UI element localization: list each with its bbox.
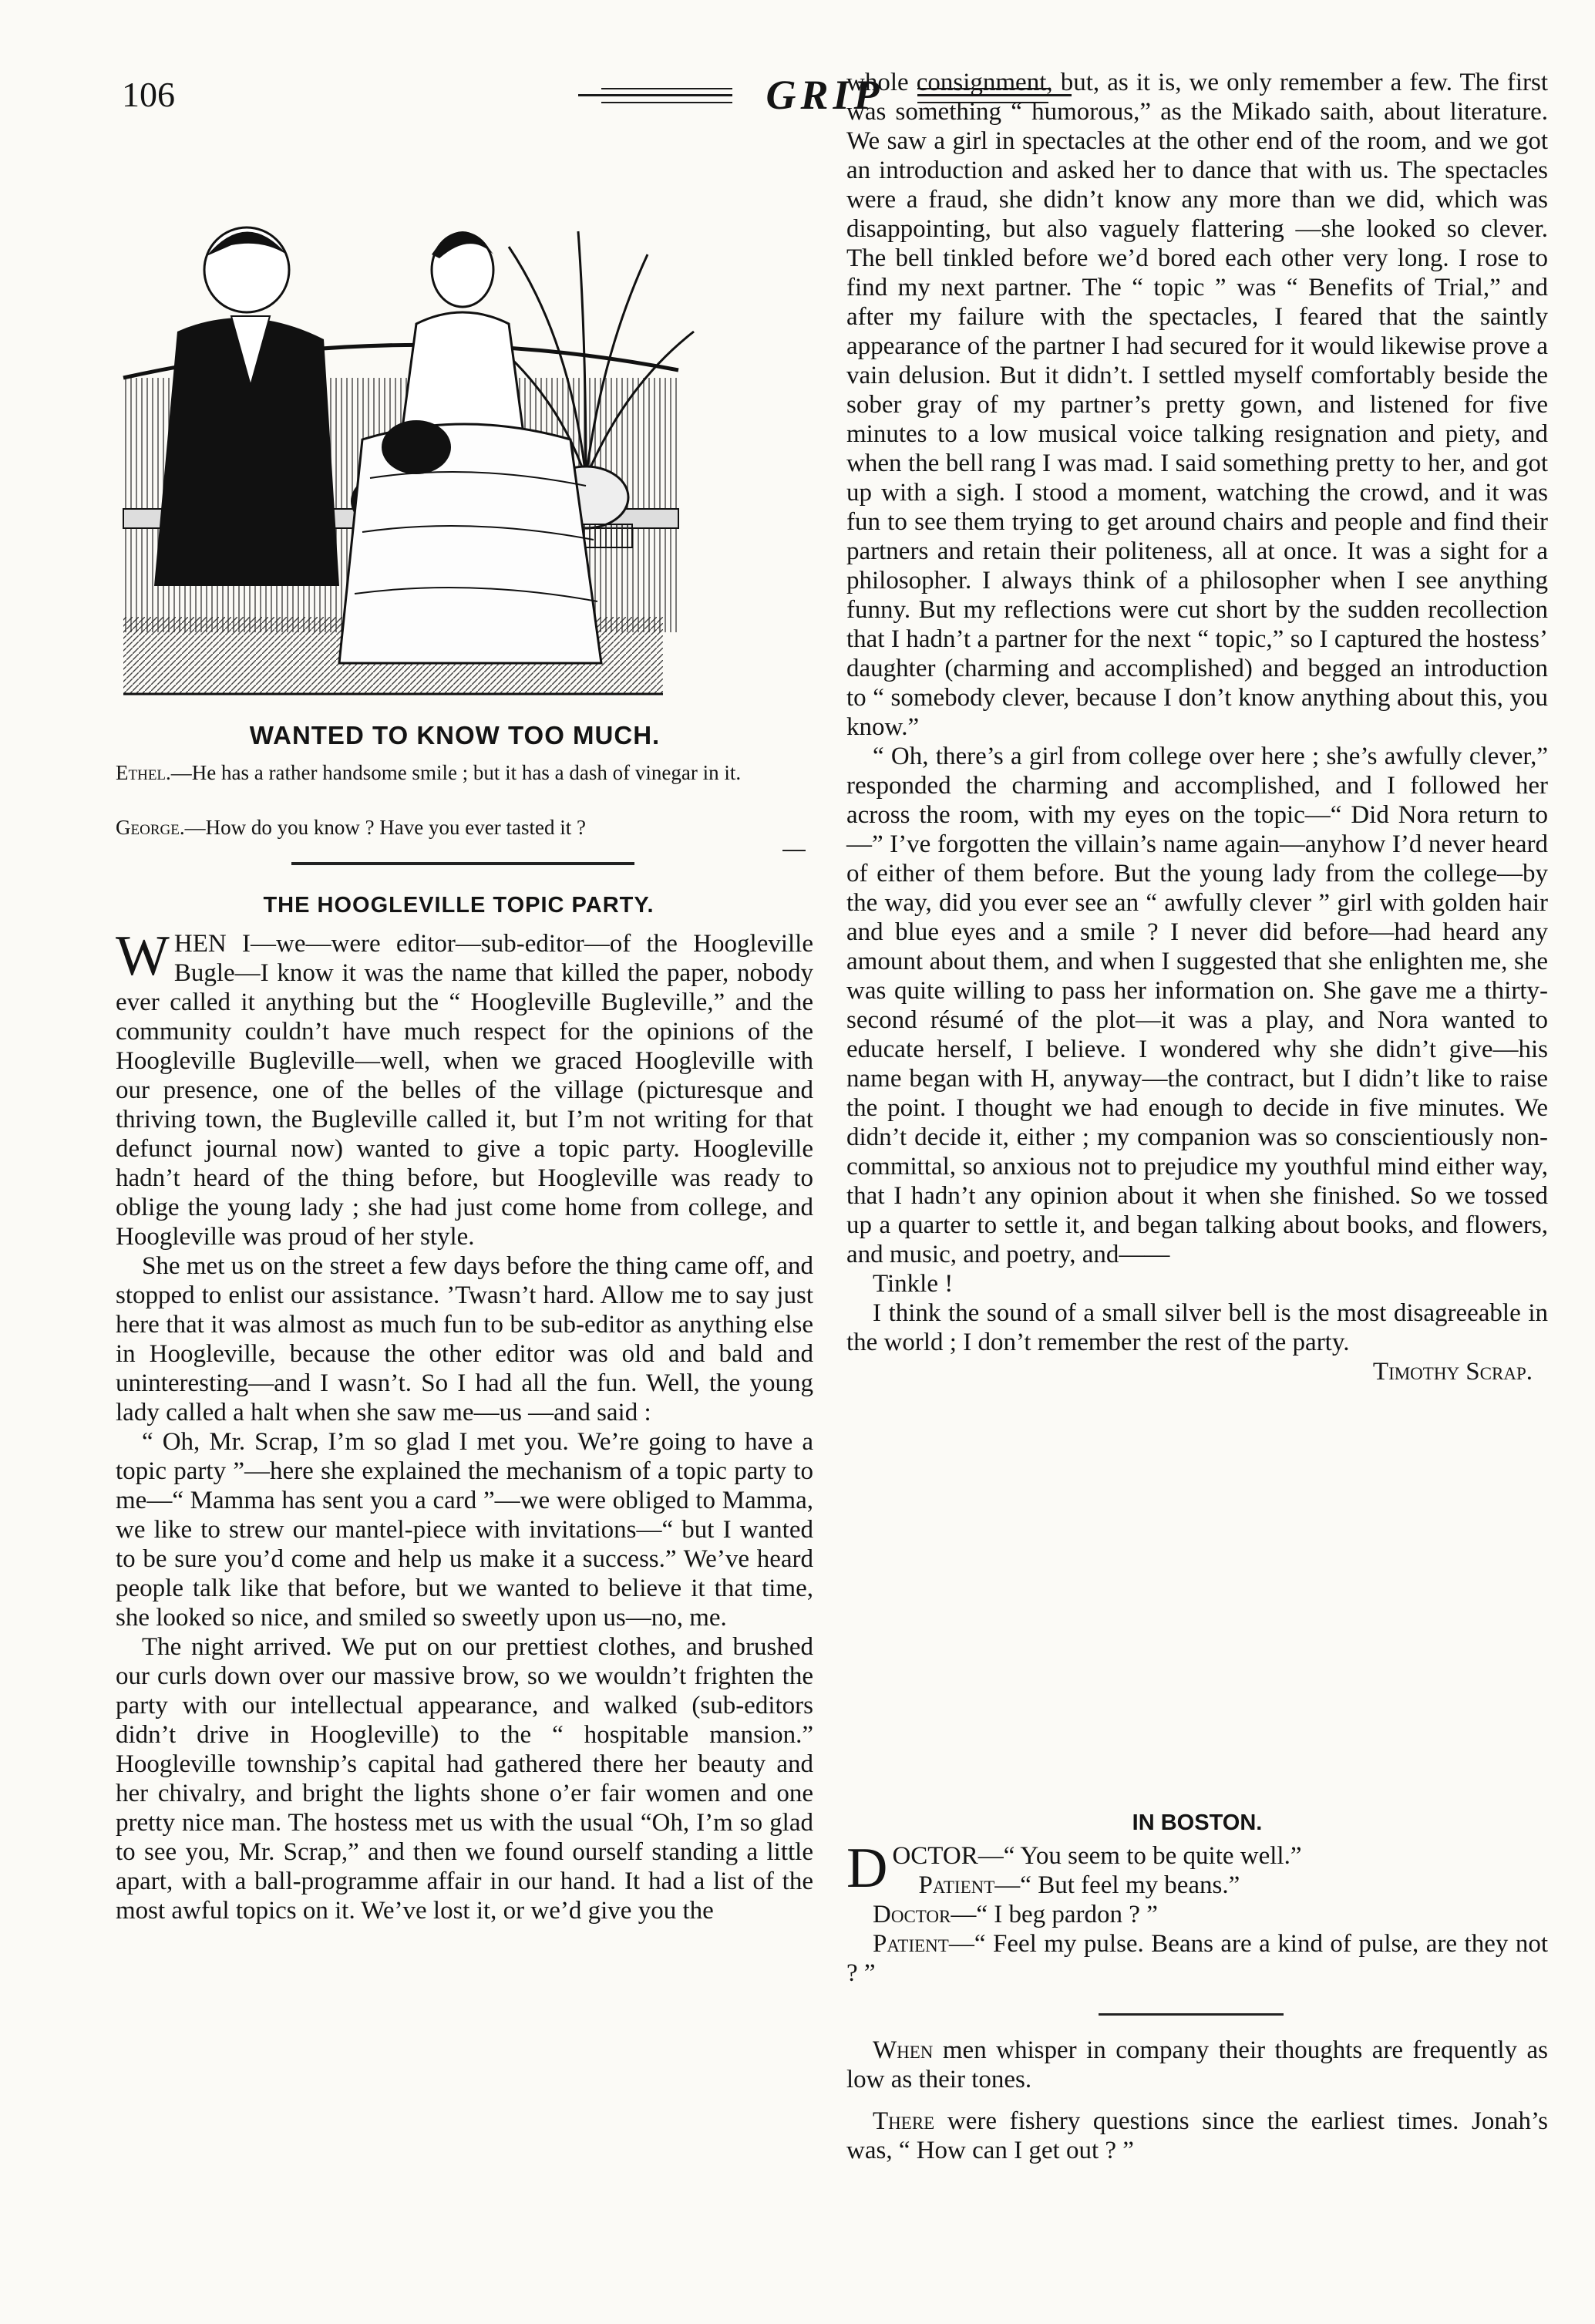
caption-line-ethel [116, 760, 813, 786]
joke-text: men whisper in company their thoughts are frequently as low as their tones. [846, 2036, 1548, 2093]
page-number: 106 [122, 75, 175, 114]
speaker: Doctor [873, 1901, 951, 1928]
dialogue-text: OCTOR—“ You seem to be quite well.” [892, 1842, 1302, 1870]
article-paragraph: “ Oh, Mr. Scrap, I’m so glad I met you. We’re going to have a topic party ”—here she explained the mechanism of a topic party to me—“ Mamma has sent you a card ”—we were obliged to Mamma, we like to strew our mantel-piece with invitations—“ but I wanted to be sure you’d come and help us make it a success.” We’ve heard people talk like that before, but we wanted to believe it that time, she looked so nice, and smiled so sweetly upon us—no, me. [116, 1428, 813, 1632]
boston-dialogue [846, 1837, 1548, 1988]
article-paragraph: I think the sound of a small silver bell is the most disagreeable in the world ; I don’t remember the rest of the party. [846, 1299, 1548, 1356]
dialogue-line [846, 1871, 1548, 1900]
article-paragraph: The night arrived. We put on our prettiest clothes, and brushed our curls down over our massive brow, so we wouldn’t frighten the party with our intellectual appearance, and walked (sub-editors didn’t drive in Hoogleville) to the “ hospitable mansion.” Hoogleville township’s capital had gathered there her beauty and her chivalry, and bright the lights shone o’er fair women and one pretty nice man. The hostess met us with the usual “Oh, I’m so glad to see you, Mr. Scrap,” and then we found ourself standing a little apart, with a ball-programme affair in our hand. It had a list of the most awful topics on it. We’ve lost it, or we’d give you the [116, 1633, 813, 1925]
caption-speaker: George. [116, 816, 185, 839]
article-column-right [846, 68, 1548, 1386]
boston-title: IN BOSTON. [1132, 1810, 1263, 1835]
drop-cap: D [846, 1837, 888, 1900]
article-column-left [116, 925, 813, 1925]
joke-text: were fishery questions since the earliest times. Jonah’s was, “ How can I get out ? ” [846, 2107, 1548, 2164]
short-jokes [846, 2036, 1548, 2177]
dialogue-text: —“ Feel my pulse. Beans are a kind of pulse, are they not ? ” [846, 1930, 1548, 1987]
caption-text: —How do you know ? Have you ever tasted it ? [184, 816, 586, 839]
joke [846, 2107, 1548, 2165]
section-divider [1099, 2013, 1284, 2016]
article-paragraph [116, 925, 813, 1251]
article-paragraph: She met us on the street a few days before the thing came off, and stopped to enlist our assistance. ’Twasn’t hard. Allow me to say just here that it was almost as much fun to be sub-editor as anything else in Hoogleville, because the other editor was old and bald and uninteresting—and I wasn’t. So I had all the fun. Well, the young lady called a halt when she saw me—us —and said : [116, 1252, 813, 1426]
masthead-title: GRIP [766, 72, 884, 118]
caption-line-george [116, 814, 813, 840]
article-paragraph: “ Oh, there’s a girl from college over here ; she’s awfully clever,” responded the charming and accomplished, and I followed her across the room, with my eyes on the topic—“ Did Nora return to—” I’ve forgotten the villain’s name again—anyhow I’d never heard of either of them before. But the young lady from the college—by the way, did you ever see an “ awfully clever ” girl with golden hair and blue eyes and a smile ? I never did before—had heard any amount about them, and when I suggested that she enlighten me, she was quite willing to pass her information on. She gave me a thirty-second résumé of the plot—it was a play, and Nora wanted to educate herself, I believe. I wondered why she didn’t give—his name began with H, anyway—the contract, but I didn’t like to raise the point. I thought we had enough to decide in five minutes. We didn’t decide it, either ; my companion was so conscientiously non-committal, so anxious not to prejudice my youthful mind either way, that I hadn’t any opinion about it when she finished. So we tossed up a quarter to settle it, and began talking about books, and flowers, and music, and poetry, and—— [846, 743, 1548, 1268]
caption-text: —He has a rather handsome smile ; but it has a dash of vinegar in it. [170, 761, 742, 784]
paragraph-text: HEN I—we—were editor—sub-editor—of the Hoogleville Bugle—I know it was the name that killed the paper, nobody ever called it anything but the “ Hoogleville Bugleville,” and the community couldn’t have much respect for the opinions of the Hoogleville Bugleville—well, when we graced Hoogleville with our presence, one of the belles of the village (picturesque and thriving town, the Bugleville called it, but I’m not writing for that defunct journal now) wanted to give a topic party. Hoogleville hadn’t heard of the thing before, but Hoogleville was ready to oblige the young lady ; she had just come home from college, and Hoogleville was proud of her style. [116, 930, 813, 1251]
caption-title: WANTED TO KNOW TOO MUCH. [249, 721, 661, 749]
couple-on-sofa-illustration [108, 185, 802, 698]
article-paragraph: Tinkle ! [873, 1270, 954, 1298]
dialogue-text: —“ But feel my beans.” [994, 1871, 1240, 1899]
caption-end-rule [782, 850, 806, 851]
dialogue-line [846, 1900, 1548, 1929]
dialogue-line [846, 1929, 1548, 1988]
joke [846, 2036, 1548, 2094]
article-title: THE HOOGLEVILLE TOPIC PARTY. [263, 893, 654, 918]
joke-lead: There [873, 2107, 935, 2135]
joke-lead: When [873, 2036, 934, 2064]
article-paragraph: whole consignment, but, as it is, we only remember a few. The first was something “ humorous,” as the Mikado saith, about literature. We saw a girl in spectacles at the other end of the room, and we got an introduction and asked her to dance that with us. The spectacles were a fraud, she didn’t know any more than we did, which was disappointing, but also vaguely flattering —she looked so clever. The bell tinkled before we’d bored each other very long. I rose to find my next partner. The “ topic ” was “ Benefits of Trial,” and after my failure with the spectacles, I feared that the saintly appearance of the partner I had secured for it would likewise prove a vain delusion. But it didn’t. I settled myself comfortably beside the sober gray of my partner’s pretty gown, and listened for five minutes to a low musical voice talking resignation and piety, and when the bell rang I was mad. I said something pretty to her, and got up with a sigh. I stood a moment, watching the crowd, and it was fun to see them trying to get around chairs and people and find their partners and retain their politeness, all at once. It was a sight for a philosopher. I always think of a philosopher when I see anything funny. But my reflections were cut short by the sudden recollection that I hadn’t a partner for the next “ topic,” so I captured the hostess’ daughter (charming and accomplished) and begged an introduction to “ somebody clever, because I don’t know anything about this, you know.” [846, 69, 1548, 741]
section-divider [291, 862, 634, 865]
dialogue-text: —“ I beg pardon ? ” [951, 1901, 1158, 1928]
speaker: Patient [918, 1871, 995, 1899]
speaker: Patient [873, 1930, 949, 1958]
drop-cap: W [116, 925, 170, 988]
caption-speaker: Ethel. [116, 761, 171, 784]
article-signature: Timothy Scrap. [1372, 1358, 1533, 1386]
